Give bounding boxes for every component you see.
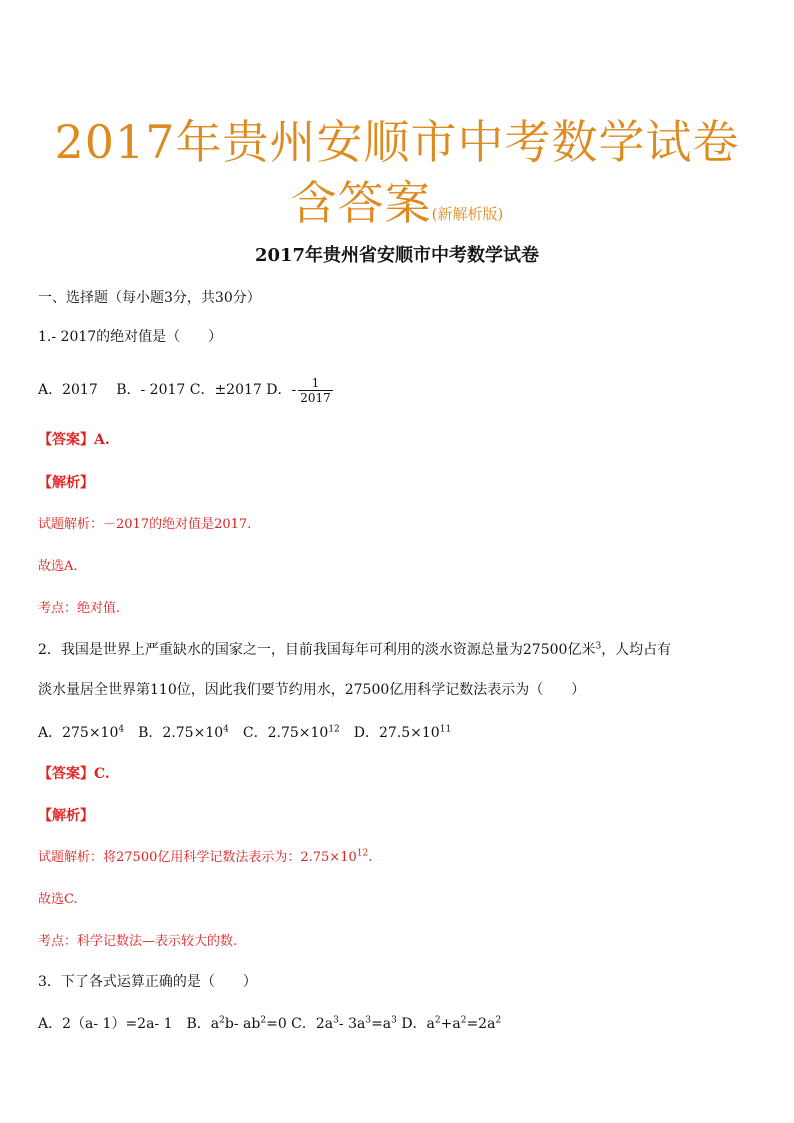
q2-stem-sup: 3 [595,641,602,652]
q1-options [38,373,764,407]
fraction-numerator: 1 [311,375,320,390]
q2-opt-b: B．2.75×10 [124,725,224,741]
q2-opt-c: C．2.75×10 [228,725,329,741]
q3-opt-c-mid: - 3a [338,1016,366,1032]
q2-options [38,723,764,743]
q3-opt-b-mid: b- ab [224,1016,261,1032]
q3-sup: 2 [434,1015,441,1026]
q1-analysis-tag: 【解析】 [38,475,94,491]
q2-opt-d-sup: 11 [439,724,452,735]
q2-analysis-tag: 【解析】 [38,808,94,824]
q3-opt-c-mid2: =a [371,1016,392,1032]
edition-note: (新解析版) [431,205,504,223]
q2-opt-a-sup: 4 [118,724,125,735]
q2-detail-sup: 12 [356,848,369,859]
q2-detail-text: 试题解析：将27500亿用科学记数法表示为：2.75×10 [38,850,357,865]
answer-tag: 【答案】 [38,432,94,448]
q3-opt-d: D．a [396,1016,435,1032]
q3-sup: 2 [495,1015,502,1026]
q2-point: 考点：科学记数法—表示较大的数. [38,934,238,949]
q2-opt-a: A．275×10 [38,725,119,741]
q1-fraction [298,376,333,405]
q1-choice: 故选A. [38,559,78,574]
q3-stem: 3．下了各式运算正确的是（ ） [38,974,257,990]
answer-tag: 【答案】 [38,766,94,782]
q1-point: 考点：绝对值. [38,601,121,616]
q1-options-text: A．2017 B．- 2017 C．±2017 D．- [38,382,297,398]
q3-sup: 3 [333,1015,339,1026]
q2-opt-b-sup: 4 [223,724,229,735]
q3-opt-d-mid2: =2a [466,1016,496,1032]
q2-stem-a: 2．我国是世界上严重缺水的国家之一，目前我国每年可利用的淡水资源总量为27500亿米 [38,642,596,658]
q2-detail [38,848,764,868]
q1-answer [38,430,764,450]
q3-sup: 2 [219,1015,225,1026]
q3-opt-d-mid: +a [440,1016,461,1032]
q2-answer [38,764,764,784]
q2-opt-d: D．27.5×10 [339,725,440,741]
q3-sup: 3 [391,1015,397,1026]
document-title-line1: 2017年贵州安顺市中考数学试卷 [54,115,740,169]
document-title-line2 [0,175,794,242]
q2-stem-line1 [38,640,764,660]
q3-sup: 3 [365,1015,372,1026]
q2-choice: 故选C. [38,892,78,907]
exam-subtitle: 2017年贵州省安顺市中考数学试卷 [254,245,540,266]
q3-sup: 2 [460,1015,467,1026]
q3-sup: 2 [260,1015,267,1026]
q2-stem-line2: 淡水量居全世界第110位，因此我们要节约用水，27500亿用科学记数法表示为（ ） [38,682,586,698]
section-heading: 一、选择题（每小题3分，共30分） [38,290,261,306]
q1-detail: 试题解析：－2017的绝对值是2017. [38,517,252,532]
q3-opt-c: =0 C．2a [266,1016,334,1032]
q2-opt-c-sup: 12 [328,724,340,735]
q2-stem-a-end: ，人均占有 [601,642,672,658]
title-answer-text: 含答案 [290,176,432,230]
answer-value: A. [94,432,110,448]
fraction-denominator: 2017 [300,390,331,405]
q2-detail-end: . [368,850,373,865]
q3-options [38,1014,764,1034]
q1-stem: 1.- 2017的绝对值是（ ） [38,329,223,345]
q3-opt-a: A．2（a- 1）=2a- 1 B．a [38,1016,220,1032]
answer-value: C. [94,766,110,782]
